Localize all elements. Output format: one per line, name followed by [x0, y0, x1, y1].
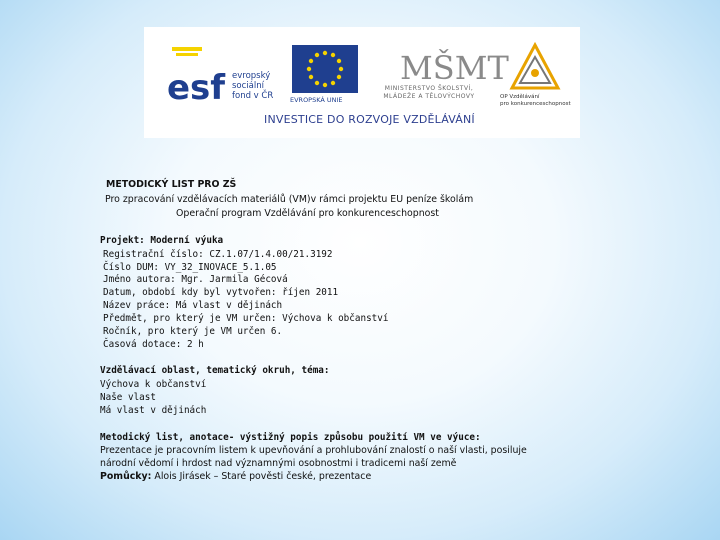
- area-line: Naše vlast: [100, 392, 156, 403]
- project-line: Datum, období kdy byl vytvořen: říjen 2011: [103, 287, 339, 298]
- project-line: Registrační číslo: CZ.1.07/1.4.00/21.3192: [103, 249, 333, 260]
- project-line: Jméno autora: Mgr. Jarmila Gécová: [103, 274, 288, 285]
- eu-flag-icon: [292, 45, 358, 97]
- msmt-logo: [398, 43, 509, 89]
- header-line: Operační program Vzdělávání pro konkurenceschopnost: [176, 208, 439, 219]
- tools-line: [100, 470, 371, 483]
- area-line: Výchova k občanství: [100, 379, 207, 390]
- project-line: Časová dotace: 2 h: [103, 339, 204, 350]
- method-heading: Metodický list, anotace- výstižný popis způsobu použití VM ve výuce:: [100, 432, 481, 443]
- tools-label: Pomůcky:: [100, 471, 152, 482]
- project-line: Číslo DUM: VY_32_INOVACE_5.1.05: [103, 262, 277, 273]
- project-line: Název práce: Má vlast v dějinách: [103, 300, 283, 311]
- esf-mark-text: esf: [167, 68, 226, 108]
- esf-line: sociální: [232, 81, 264, 91]
- op-line: pro konkurenceschopnost: [500, 101, 571, 107]
- esf-line: evropský: [232, 71, 271, 81]
- op-line: OP Vzdělávání: [500, 94, 540, 100]
- area-line: Má vlast v dějinách: [100, 405, 207, 416]
- banner-caption: INVESTICE DO ROZVOJE VZDĚLÁVÁNÍ: [264, 113, 475, 126]
- eu-caption: EVROPSKÁ UNIE: [290, 96, 343, 104]
- esf-line: fond v ČR: [232, 91, 274, 101]
- tools-value: Alois Jirásek – Staré pověsti české, prezentace: [151, 471, 372, 482]
- project-heading: Projekt: Moderní výuka: [100, 235, 224, 246]
- msmt-caption: [368, 85, 490, 101]
- msmt-line: MLÁDEŽE A TĚLOVÝCHOVY: [383, 93, 475, 100]
- method-line: národní vědomí i hrdost nad významnými osobnostmi i tradicemi naší země: [100, 458, 457, 469]
- document-title: METODICKÝ LIST PRO ZŠ: [106, 179, 237, 190]
- area-heading: Vzdělávací oblast, tematický okruh, téma:: [100, 365, 330, 376]
- method-line: Prezentace je pracovním listem k upevňování a prohlubování znalostí o naší vlasti, posiluje: [100, 445, 527, 456]
- project-line: Předmět, pro který je VM určen: Výchova k občanství: [103, 313, 389, 324]
- msmt-mark-text: MŠMT: [400, 49, 509, 87]
- logo-banner: [144, 27, 580, 138]
- op-caption: [500, 94, 571, 108]
- op-logo-icon: [506, 43, 564, 97]
- header-line: Pro zpracování vzdělávacích materiálů (VM)v rámci projektu EU peníze školám: [105, 194, 474, 205]
- esf-logo: [166, 43, 228, 107]
- esf-caption: [232, 71, 273, 101]
- msmt-line: MINISTERSTVO ŠKOLSTVÍ,: [384, 85, 474, 92]
- project-line: Ročník, pro který je VM určen 6.: [103, 326, 283, 337]
